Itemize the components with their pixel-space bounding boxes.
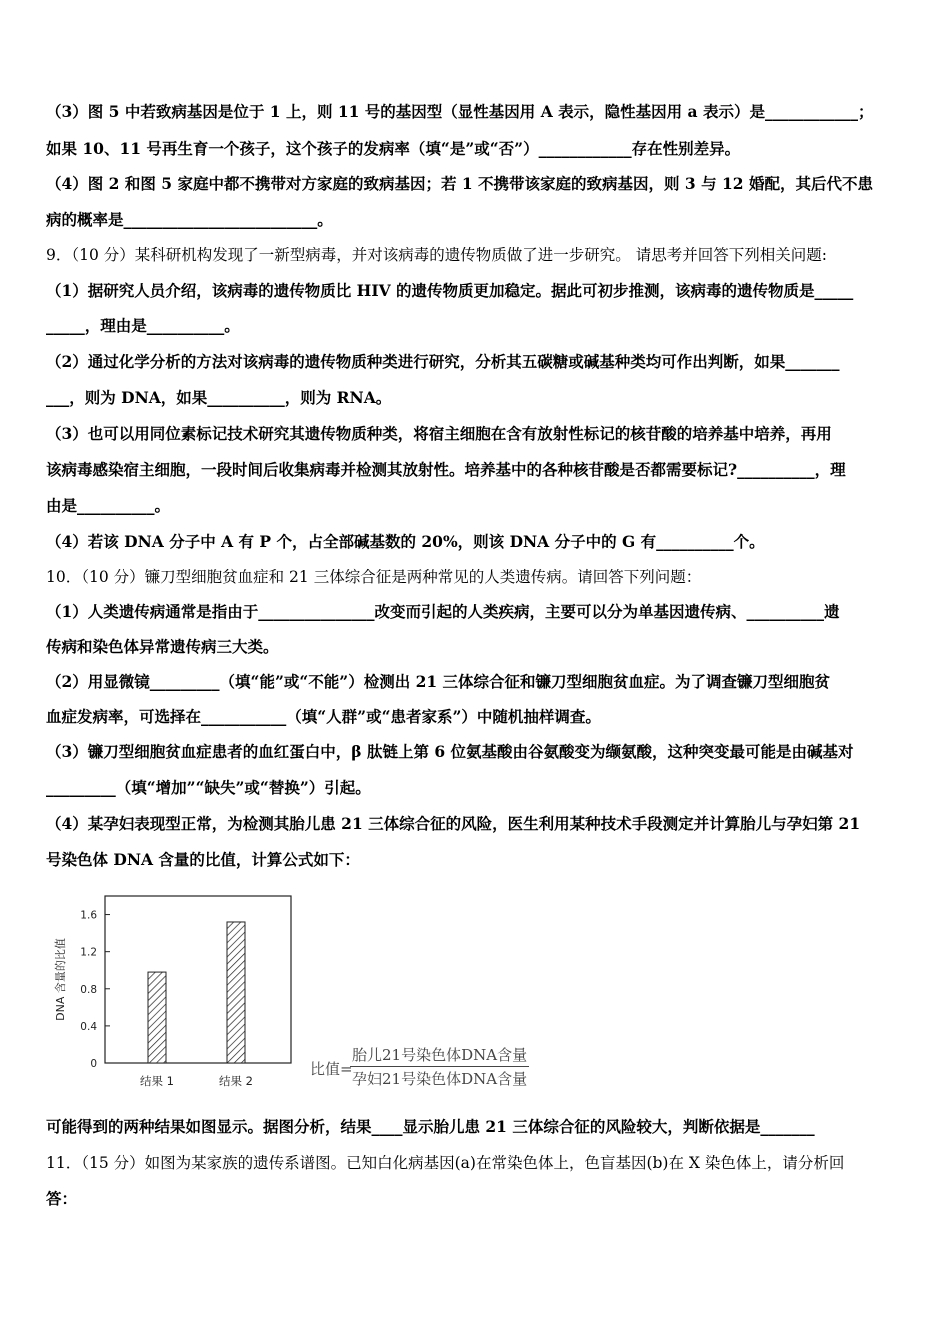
plot-frame [105,896,291,1063]
formula-numerator: 胎儿21号染色体DNA含量 [350,1044,529,1067]
text-line: _____，理由是__________。 [46,316,240,335]
text-line: 如果 10、11 号再生育一个孩子，这个孩子的发病率（填“是”或“否”）____________存在性别差异。 [46,139,741,158]
y-tick-label: 1.6 [80,909,97,922]
x-category-label: 结果 1 [140,1074,174,1088]
text-line: 可能得到的两种结果如图显示。据图分析，结果____显示胎儿患 21 三体综合征的风险较大，判断依据是_______ [46,1117,815,1136]
text-line: 血症发病率，可选择在___________（填“人群”或“患者家系”）中随机抽样调查。 [46,707,601,726]
text-line: （4）图 2 和图 5 家庭中都不携带对方家庭的致病基因；若 1 不携带该家庭的致病基因，则 3 与 12 婚配，其后代不患 [46,174,873,193]
text-line: （2）用显微镜_________（填“能”或“不能”）检测出 21 三体综合征和镰刀型细胞贫血症。为了调查镰刀型细胞贫 [46,672,831,691]
formula-denominator: 孕妇21号染色体DNA含量 [352,1070,528,1088]
bar-result-1 [148,972,166,1063]
text-line: 由是__________。 [46,496,171,515]
y-tick-label: 0.8 [80,983,97,996]
dna-ratio-bar-chart [48,888,308,1088]
text-line: （3）也可以用同位素标记技术研究其遗传物质种类，将宿主细胞在含有放射性标记的核苷酸的培养基中培养，再用 [46,424,832,443]
text-line: 号染色体 DNA 含量的比值，计算公式如下： [46,850,360,869]
text-line: （4）某孕妇表现型正常，为检测其胎儿患 21 三体综合征的风险，医生利用某种技术手段测定并计算胎儿与孕妇第 21 [46,814,861,833]
x-category-label: 结果 2 [219,1074,253,1088]
y-tick-label: 1.2 [80,946,97,959]
text-line: _________（填“增加”“缺失”或“替换”）引起。 [46,778,371,797]
question-10-heading: 10．（10 分）镰刀型细胞贫血症和 21 三体综合征是两种常见的人类遗传病。请回答下列问题： [46,568,702,586]
y-tick-label: 0 [90,1058,97,1070]
y-tick-label: 0.4 [80,1020,97,1033]
text-line: （1）据研究人员介绍，该病毒的遗传物质比 HIV 的遗传物质更加稳定。据此可初步推测，该病毒的遗传物质是_____ [46,281,854,300]
question-11-heading: 11．（15 分）如图为某家族的遗传系谱图。已知白化病基因(a)在常染色体上，色盲基因(b)在 X 染色体上，请分析回 [46,1154,845,1172]
text-line: （3）镰刀型细胞贫血症患者的血红蛋白中，β 肽链上第 6 位氨基酸由谷氨酸变为缬氨酸，这种突变最可能是由碱基对 [46,742,854,761]
text-line: 该病毒感染宿主细胞，一段时间后收集病毒并检测其放射性。培养基中的各种核苷酸是否都需要标记?__________，理 [46,460,846,479]
text-line: （3）图 5 中若致病基因是位于 1 上，则 11 号的基因型（显性基因用 A 表示，隐性基因用 a 表示）是____________； [46,102,874,121]
y-axis-label: DNA 含量的比值 [54,938,67,1021]
text-line: 病的概率是_________________________。 [46,210,333,229]
text-line: （4）若该 DNA 分子中 A 有 P 个，占全部碱基数的 20%，则该 DNA 分子中的 G 有__________个。 [46,532,765,551]
text-line: 答： [46,1189,78,1208]
text-line: ___，则为 DNA，如果__________，则为 RNA。 [46,388,392,407]
question-9-heading: 9．（10 分）某科研机构发现了一新型病毒，并对该病毒的遗传物质做了进一步研究。 请思考并回答下列相关问题: [46,246,827,264]
text-line: （2）通过化学分析的方法对该病毒的遗传物质种类进行研究，分析其五碳糖或碱基种类均可作出判断，如果_______ [46,352,840,371]
formula-fraction [350,1044,529,1089]
text-line: （1）人类遗传病通常是指由于_______________改变而引起的人类疾病，主要可以分为单基因遗传病、__________遗 [46,602,840,621]
formula-label: 比值= [310,1060,353,1078]
text-line: 传病和染色体异常遗传病三大类。 [46,637,279,656]
bar-result-2 [227,922,245,1063]
